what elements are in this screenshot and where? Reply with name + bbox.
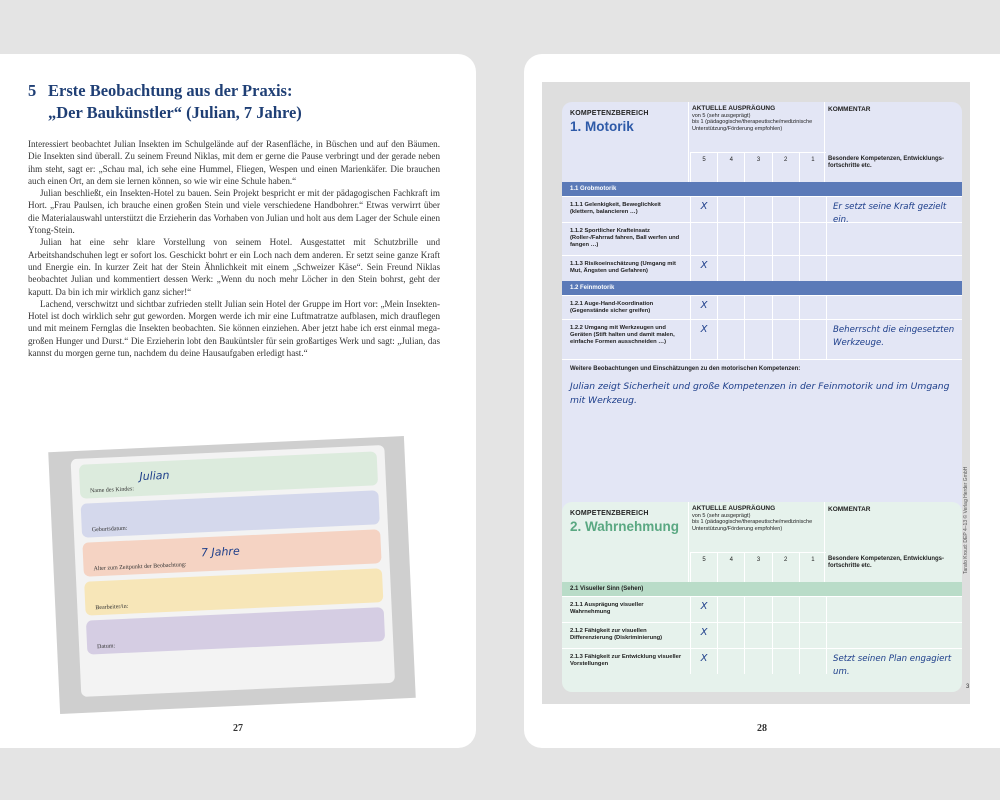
paragraph: Julian hat eine sehr klare Vorstellung von seinem Hotel. Ausgestattet mit Schutzbrille und Arbeitshandschuhen legt er sofort los. Geschickt bohrt er ein Loch nach dem anderen. Er setzt seine ganze Kraft und Energie ein. In kurzer Zeit hat der Stein Ähnlichkeit mit einem „Schweizer Käse“. Sein Freund Niklas beobachtet Julian und kommentiert dessen Werk: „Wenn du noch mehr Löcher in den Stein bohrst, geht der kaputt. Da bin ich mir wirklich ganz sicher!“ (28, 237, 440, 297)
row-label: 1.1.1 Gelenkigkeit, Beweglichkeit (klettern, balancieren …) (570, 202, 661, 215)
aktuelle-title: AKTUELLE AUSPRÄGUNG (692, 105, 776, 112)
section-feinmotorik: 1.2 Feinmotorik (562, 281, 962, 295)
row-comment: Setzt seinen Plan engagiert um. (826, 649, 962, 674)
area-title: 1. Motorik (570, 119, 634, 134)
chapter-title-line1: Erste Beobachtung aus der Praxis: (48, 81, 293, 100)
paragraph: Interessiert beobachtet Julian Insekten im Schulgelände auf der Rasenfläche, in Büschen und auf den Bäumen. Die Insekten sind überall. Zu seinem Freund Niklas, mit dem er gerne die Pause verbringt und der gerade neben ihm steht, sagt er: „Schau mal, ich sehe eine Hummel, Fliegen, Wespen und einen Marienkäfer. Die brauchen auch einen Ort, an dem sie lernen können, so wie wir eine Schule haben.“ (28, 139, 440, 186)
row-comment (826, 597, 962, 622)
area-title: 2. Wahrnehmung (570, 519, 680, 534)
table-row (562, 222, 962, 255)
observations-handwriting: Julian zeigt Sicherheit und große Kompetenzen in der Feinmotorik und im Umgang mit Werkzeug. (570, 381, 950, 406)
field-date (86, 607, 385, 654)
row-label: 2.1.2 Fähigkeit zur visuellen Differenzierung (Diskriminierung) (570, 628, 663, 641)
rating-cells (690, 623, 826, 648)
wahrnehmung-panel (562, 502, 962, 692)
besondere-label: Besondere Kompetenzen, Entwicklungs- fortschritte etc. (828, 156, 945, 169)
rating-mark: X (690, 597, 717, 622)
row-label: 2.1.3 Fähigkeit zur Entwicklung visueller Vorstellungen (570, 654, 682, 667)
chapter-heading (28, 80, 448, 124)
table-row (562, 596, 962, 622)
scale-5: 5 (690, 153, 717, 182)
besondere-label: Besondere Kompetenzen, Entwicklungs- fortschritte etc. (828, 556, 945, 569)
kommentar-label: KOMMENTAR (828, 506, 871, 513)
observations-box (562, 359, 962, 491)
story-text (28, 138, 440, 359)
rating-mark: X (690, 197, 717, 222)
paragraph: Lachend, verschwitzt und sichtbar zufrieden stellt Julian sein Hotel der Gruppe im Hort vor: „Mein Insekten-Hotel ist doch wirklich sehr gut geworden. Morgen werde ich mir eine Luftmatratze aufblasen, mich drauflegen und mit meinem Fernglas die Insekten beobachten. Sie können einziehen. Aber jetzt habe ich erst einmal mega-großen Hunger und Durst.“ Die Erzieherin lobt den Bauküntsler für sein großartiges Werk und sagt: „Julian, das kannst du morgen gerne tun, nachdem du deine Hausaufgaben erledigt hast.“ (28, 298, 440, 359)
table-row (562, 295, 962, 319)
row-label: 2.1.1 Ausprägung visueller Wahrnehmung (570, 602, 644, 615)
scale-1: 1 (799, 153, 826, 182)
rating-cells (690, 649, 826, 674)
panel-header (562, 502, 962, 582)
row-comment (826, 256, 962, 281)
aktuelle-scale-top: von 5 (sehr ausgeprägt) (692, 512, 751, 519)
divider (688, 502, 689, 582)
kompetenzbereich-label: KOMPETENZBEREICH (570, 110, 649, 117)
right-page (524, 54, 1000, 748)
scale-5: 5 (690, 553, 717, 582)
kommentar-label: KOMMENTAR (828, 106, 871, 113)
row-label: 1.2.2 Umgang mit Werkzeugen und Geräten (Stift halten und damit malen, einfache Formen ausschneiden …) (570, 325, 675, 345)
rating-mark (690, 223, 717, 255)
left-page (0, 54, 476, 748)
chapter-title-line2: „Der Baukünstler“ (Julian, 7 Jahre) (48, 103, 302, 122)
handwritten-name: Julian (139, 468, 170, 484)
section-grobmotorik: 1.1 Grobmotorik (562, 182, 962, 196)
scale-3: 3 (744, 553, 771, 582)
aktuelle-header (692, 506, 822, 532)
scale-2: 2 (772, 553, 799, 582)
row-comment (826, 623, 962, 648)
scale-4: 4 (717, 553, 744, 582)
copyright-note: Tarafo Kroud: DEP 4–13 © Verlag Herder GmbH (963, 466, 969, 574)
table-row (562, 648, 962, 677)
scale-2: 2 (772, 153, 799, 182)
scale-3: 3 (744, 153, 771, 182)
section-visueller-sinn: 2.1 Visueller Sinn (Sehen) (562, 582, 962, 596)
rating-mark: X (690, 320, 717, 359)
sheet-number: 3 (966, 684, 970, 690)
field-label: Geburtsdatum: (91, 525, 128, 534)
table-row (562, 196, 962, 225)
field-label: Datum: (96, 643, 116, 651)
rating-mark: X (690, 296, 717, 319)
paragraph: Julian beschließt, ein Insekten-Hotel zu bauen. Sein Projekt bespricht er mit der pädagogischen Fachkraft im Hort. „Frau Paulsen, ich brauche einen großen Stein und viele verschiedene Handbohrer.“ Etwas verwirrt über die Materialauswahl unterstützt die Erzieherin das Vorhaben von Julian und holt aus dem Lager der Schule einen Ytong-Stein. (28, 188, 440, 236)
field-label: Bearbeiter/in: (95, 603, 129, 612)
row-comment (826, 296, 962, 319)
rating-cells (690, 597, 826, 622)
rating-scale (690, 152, 826, 182)
field-label: Alter zum Zeitpunkt der Beobachtung: (93, 562, 187, 573)
child-form-card (71, 445, 395, 697)
rating-scale (690, 552, 826, 582)
table-row (562, 622, 962, 648)
rating-mark: X (690, 256, 717, 281)
page-number: 28 (757, 723, 767, 734)
rating-cells (690, 197, 826, 222)
rating-mark: X (690, 623, 717, 648)
row-comment (826, 223, 962, 255)
rating-cells (690, 223, 826, 255)
table-row (562, 319, 962, 359)
row-label: 1.2.1 Auge-Hand-Koordination (Gegenstände sicher greifen) (570, 301, 654, 314)
rating-cells (690, 296, 826, 319)
form-card-photo (48, 436, 416, 714)
row-label: 1.1.2 Sportlicher Krafteinsatz (Roller-/Fahrrad fahren, Ball werfen und fangen …) (570, 228, 680, 248)
aktuelle-title: AKTUELLE AUSPRÄGUNG (692, 505, 776, 512)
panel-header (562, 102, 962, 182)
chapter-number: 5 (28, 81, 37, 100)
field-label: Name des Kindes: (89, 486, 135, 495)
rating-cells (690, 256, 826, 281)
aktuelle-header (692, 106, 822, 132)
motorik-panel (562, 102, 962, 544)
page-number: 27 (233, 723, 243, 734)
handwritten-age: 7 Jahre (200, 544, 240, 560)
table-row (562, 255, 962, 281)
scale-1: 1 (799, 553, 826, 582)
aktuelle-scale-top: von 5 (sehr ausgeprägt) (692, 112, 751, 119)
row-comment: Beherrscht die eingesetzten Werkzeuge. (826, 320, 962, 359)
rating-mark: X (690, 649, 717, 674)
row-label: 1.1.3 Risikoeinschätzung (Umgang mit Mut, Ängsten und Gefahren) (570, 261, 676, 274)
rating-cells (690, 320, 826, 359)
divider (688, 102, 689, 182)
row-comment: Er setzt seine Kraft gezielt ein. (826, 197, 962, 222)
scale-4: 4 (717, 153, 744, 182)
aktuelle-scale-bottom: bis 1 (pädagogische/therapeutische/medizinische Unterstützung/Förderung empfohlen) (692, 119, 813, 132)
aktuelle-scale-bottom: bis 1 (pädagogische/therapeutische/medizinische Unterstützung/Förderung empfohlen) (692, 519, 813, 532)
kompetenzbereich-label: KOMPETENZBEREICH (570, 510, 649, 517)
observations-label: Weitere Beobachtungen und Einschätzungen zu den motorischen Kompetenzen: (570, 366, 801, 372)
